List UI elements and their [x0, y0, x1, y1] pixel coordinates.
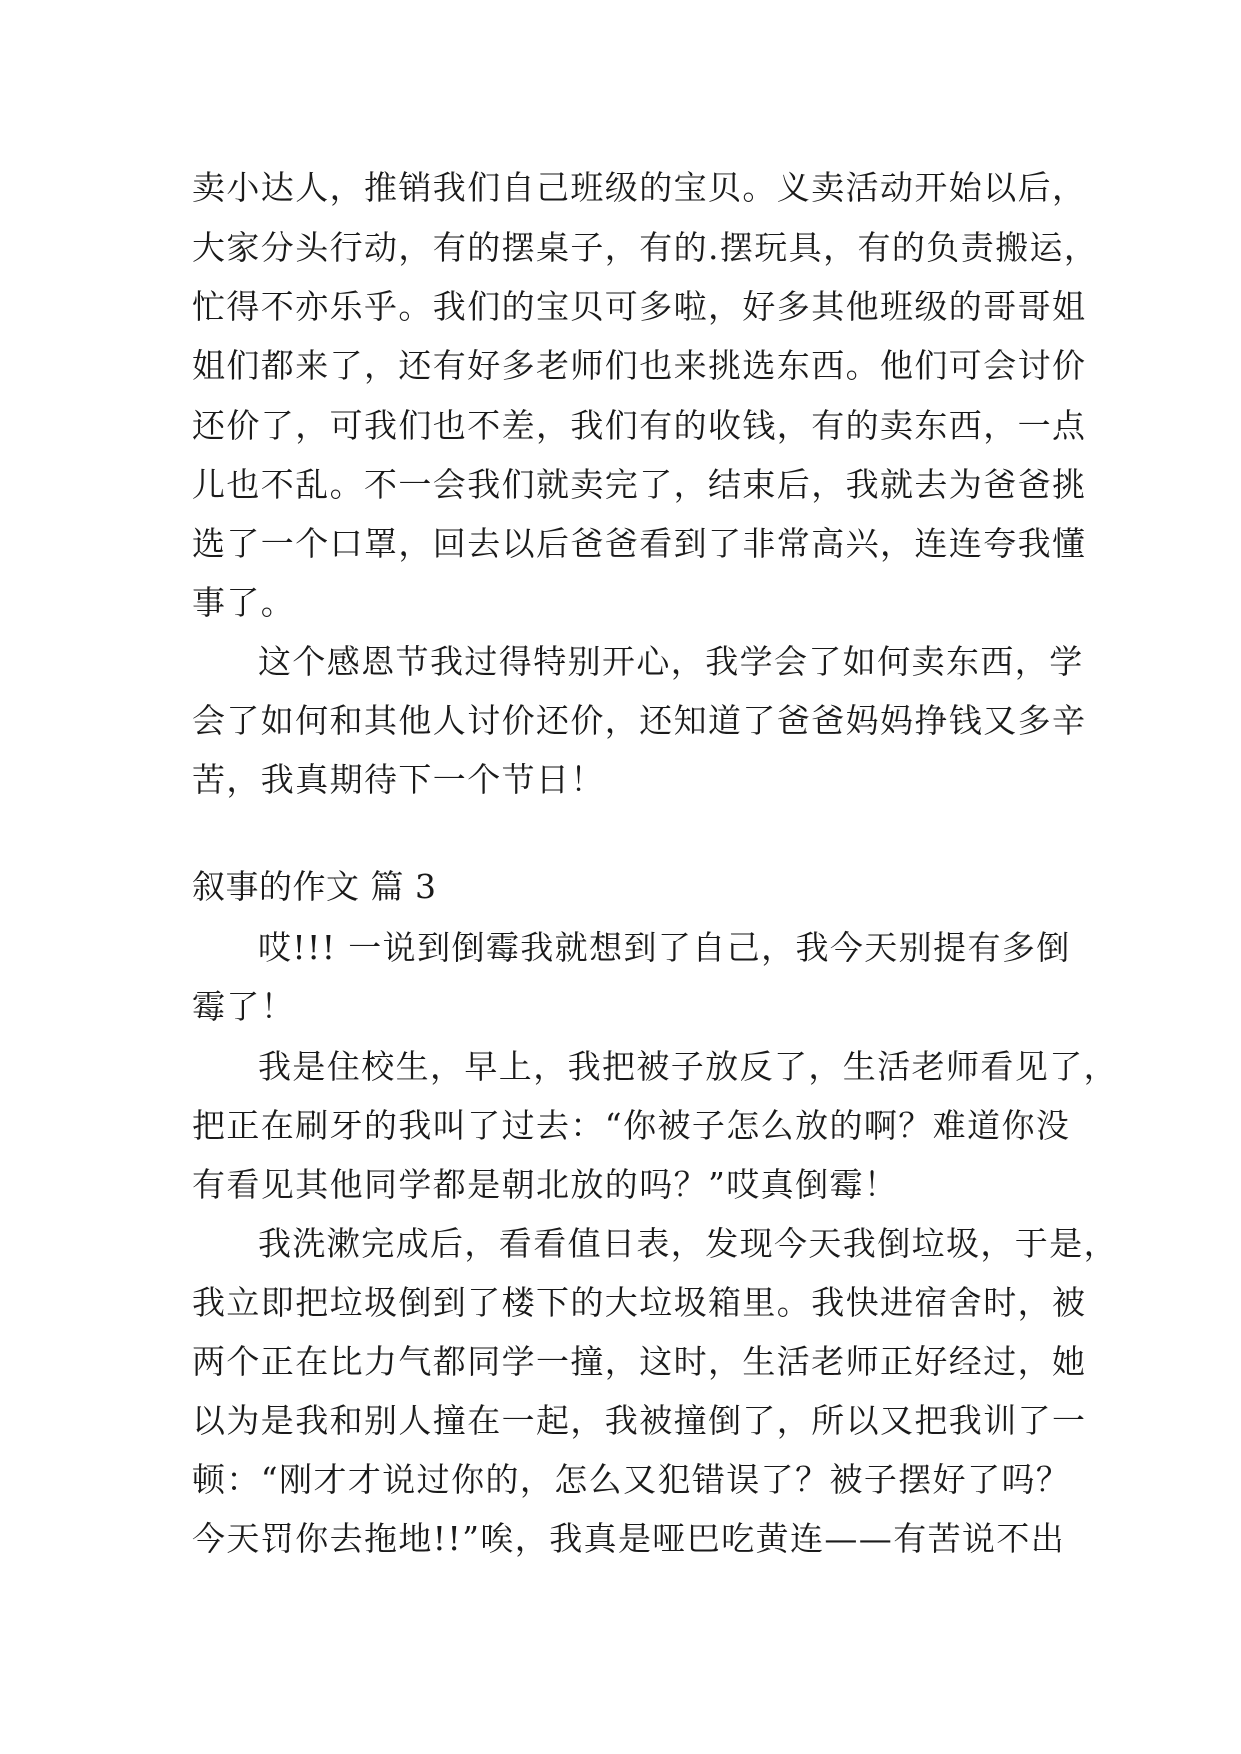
paragraph-4-line-2: 把正在刷牙的我叫了过去：“你被子怎么放的啊？难道你没: [192, 1106, 1071, 1145]
paragraph-4-line-1: 我是住校生，早上，我把被子放反了，生活老师看见了，: [258, 1047, 1118, 1086]
paragraph-1-line-5: 还价了，可我们也不差，我们有的收钱，有的卖东西，一点: [192, 406, 1087, 445]
paragraph-1-line-2: 大家分头行动，有的摆桌子，有的.摆玩具，有的负责搬运，: [192, 228, 1099, 267]
paragraph-1-line-3: 忙得不亦乐乎。我们的宝贝可多啦，好多其他班级的哥哥姐: [192, 287, 1087, 326]
paragraph-5-line-3: 两个正在比力气都同学一撞，这时，生活老师正好经过，她: [192, 1342, 1087, 1381]
paragraph-3-line-2: 霉了！: [192, 987, 296, 1026]
paragraph-5-line-5: 顿：“刚才才说过你的，怎么又犯错误了？被子摆好了吗？: [192, 1460, 1071, 1499]
section-heading: 叙事的作文 篇 3: [192, 867, 437, 906]
paragraph-1-line-6: 儿也不乱。不一会我们就卖完了，结束后，我就去为爸爸挑: [192, 465, 1087, 504]
paragraph-5-line-4: 以为是我和别人撞在一起，我被撞倒了，所以又把我训了一: [192, 1401, 1087, 1440]
paragraph-2-line-2: 会了如何和其他人讨价还价，还知道了爸爸妈妈挣钱又多辛: [192, 701, 1087, 740]
paragraph-3-line-1: 哎!!! 一说到倒霉我就想到了自己，我今天别提有多倒: [258, 928, 1071, 967]
paragraph-4-line-3: 有看见其他同学都是朝北放的吗？”哎真倒霉！: [192, 1165, 899, 1204]
paragraph-2-line-3: 苦，我真期待下一个节日！: [192, 760, 605, 799]
paragraph-1-line-8: 事了。: [192, 583, 296, 622]
paragraph-5-line-6: 今天罚你去拖地!!”唉，我真是哑巴吃黄连——有苦说不出: [192, 1519, 1066, 1558]
paragraph-1-line-7: 选了一个口罩，回去以后爸爸看到了非常高兴，连连夸我懂: [192, 524, 1087, 563]
paragraph-1-line-1: 卖小达人，推销我们自己班级的宝贝。义卖活动开始以后，: [192, 168, 1087, 207]
paragraph-2-line-1: 这个感恩节我过得特别开心，我学会了如何卖东西，学: [258, 642, 1084, 681]
paragraph-5-line-2: 我立即把垃圾倒到了楼下的大垃圾箱里。我快进宿舍时，被: [192, 1283, 1087, 1322]
paragraph-5-line-1: 我洗漱完成后，看看值日表，发现今天我倒垃圾，于是，: [258, 1224, 1118, 1263]
paragraph-1-line-4: 姐们都来了，还有好多老师们也来挑选东西。他们可会讨价: [192, 346, 1087, 385]
